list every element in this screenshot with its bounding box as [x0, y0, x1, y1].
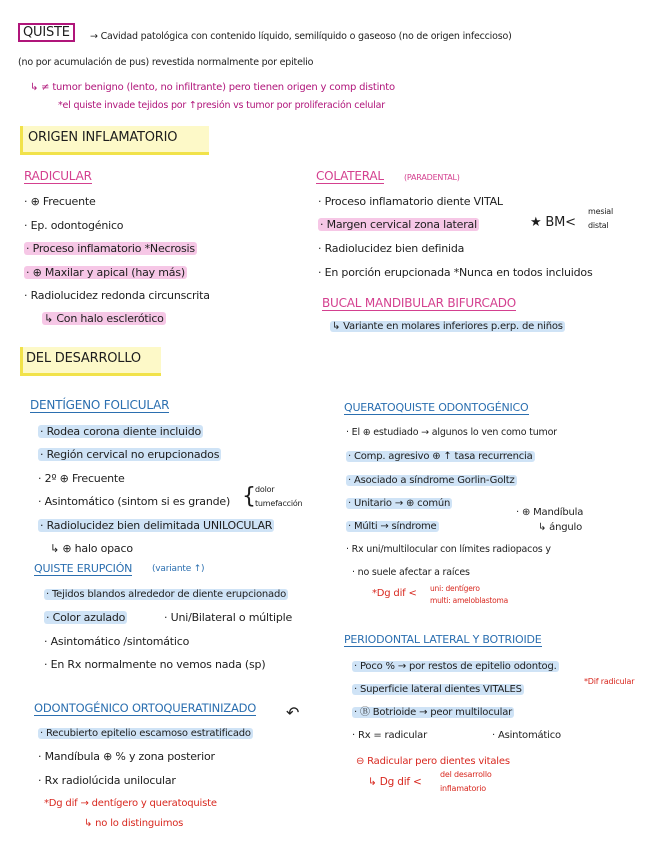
ortoq-item-text: · Recubierto epitelio escamoso estratificado: [40, 728, 251, 739]
querato-angulo: ↳ ángulo: [538, 522, 583, 533]
dentigeno-item-text: · Rodea corona diente incluido: [40, 425, 202, 438]
periodontal-item-text: · Poco % → por restos de epitelio odontog.: [354, 661, 557, 672]
querato-item-text: · Comp. agresivo ⊕ ↑ tasa recurrencia: [348, 451, 533, 462]
querato-item: · Rx uni/multilocular con límites radiopacos y: [346, 544, 551, 555]
radicular-item: · ⊕ Frecuente: [24, 195, 96, 208]
querato-item: [346, 521, 439, 532]
radicular-title: RADICULAR: [24, 169, 92, 183]
brace-bottom: tumefacción: [255, 499, 303, 508]
querato-title: QUERATOQUISTE ODONTOGÉNICO: [344, 401, 529, 414]
quiste-title: [18, 26, 75, 40]
dentigeno-item-text: · Radiolucidez bien delimitada UNILOCULAR: [40, 519, 273, 532]
querato-item: [346, 475, 517, 486]
dentigeno-item-text: · Región cervical no erupcionados: [40, 448, 220, 461]
radicular-item: [24, 267, 187, 279]
radicular-item: · Radiolucidez redonda circunscrita: [24, 289, 210, 302]
querato-item: · El ⊕ estudiado → algunos lo ven como tumor: [346, 427, 557, 438]
colateral-subtitle: (PARADENTAL): [404, 173, 460, 182]
dentigeno-title: DENTÍGENO FOLICULAR: [30, 398, 170, 412]
bm-label: ★ BM<: [530, 215, 576, 230]
colateral-item: · Proceso inflamatorio diente VITAL: [318, 195, 503, 208]
periodontal-item-text: · Ⓑ Botrioide → peor multilocular: [354, 707, 513, 718]
periodontal-title: PERIODONTAL LATERAL Y BOTRIOIDE: [344, 633, 542, 646]
periodontal-dg-top: del desarrollo: [440, 770, 492, 779]
erupcion-item: · Uni/Bilateral o múltiple: [164, 611, 293, 624]
dentigeno-brace: {: [242, 484, 256, 509]
periodontal-item: [352, 684, 524, 695]
radicular-item-text: ↳ Con halo esclerótico: [44, 312, 164, 325]
dentigeno-item: [38, 520, 274, 532]
colateral-item-text: · Margen cervical zona lateral: [320, 218, 477, 231]
radicular-item: [42, 313, 166, 325]
erupcion-subtitle: (variante ↑): [152, 564, 205, 574]
quiste-def-line1: → Cavidad patológica con contenido líquido, semilíquido o gaseoso (no de origen infeccioso): [90, 31, 512, 42]
erupcion-item: · En Rx normalmente no vemos nada (sp): [44, 658, 266, 671]
bucal-item: [330, 321, 565, 332]
querato-item-text: · Múlti → síndrome: [348, 521, 437, 532]
radicular-item: [24, 243, 197, 255]
colateral-title: COLATERAL: [316, 169, 384, 183]
radicular-item: · Ep. odontogénico: [24, 219, 124, 232]
ortoq-dg: *Dg dif → dentígero y queratoquiste: [44, 798, 217, 809]
querato-mand: · ⊕ Mandíbula: [516, 507, 584, 518]
radicular-item-text: · Proceso inflamatorio *Necrosis: [26, 242, 195, 255]
dentigeno-item: ↳ ⊕ halo opaco: [50, 542, 133, 555]
querato-item-text: · Asociado a síndrome Gorlin-Goltz: [348, 475, 515, 486]
querato-dg-bottom: multi: ameloblastoma: [430, 596, 509, 605]
periodontal-dg-bottom: inflamatorio: [440, 784, 486, 793]
brace-top: dolor: [255, 485, 275, 494]
ortoq-item: · Rx radiolúcida unilocular: [38, 774, 176, 787]
bucal-item-text: ↳ Variante en molares inferiores p.erp. de niños: [332, 321, 563, 332]
erupcion-title: QUISTE ERUPCIÓN: [34, 562, 133, 575]
quiste-title-text: QUISTE: [18, 23, 75, 42]
ortoq-arrow-icon: ↶: [286, 703, 300, 722]
ortoq-item: [38, 728, 253, 739]
colateral-item: [318, 219, 479, 231]
querato-item: · no suele afectar a raíces: [352, 567, 470, 578]
colateral-item: · Radiolucidez bien definida: [318, 242, 465, 255]
bm-bottom: distal: [588, 221, 609, 230]
periodontal-dif: *Dif radicular: [584, 677, 635, 686]
querato-dg-top: uni: dentígero: [430, 584, 480, 593]
dentigeno-item: [38, 449, 221, 461]
ortoq-dg2: ↳ no lo distinguimos: [84, 818, 184, 829]
origen-title: ORIGEN INFLAMATORIO: [28, 130, 178, 145]
dentigeno-item: · 2º ⊕ Frecuente: [38, 472, 125, 485]
dentigeno-item: [38, 426, 203, 438]
periodontal-item-text: · Superficie lateral dientes VITALES: [354, 684, 522, 695]
colateral-item: [318, 267, 593, 279]
periodontal-item: [352, 661, 559, 672]
ortoq-item: · Mandíbula ⊕ % y zona posterior: [38, 750, 215, 763]
radicular-item-text: · ⊕ Maxilar y apical (hay más): [26, 266, 185, 279]
quiste-def-line2: (no por acumulación de pus) revestida normalmente por epitelio: [18, 57, 314, 68]
erupcion-item-text: · Color azulado: [46, 611, 126, 624]
dentigeno-item: · Asintomático (sintom si es grande): [38, 495, 231, 508]
querato-item: [346, 498, 452, 509]
periodontal-item: · Asintomático: [492, 730, 561, 741]
querato-dg: *Dg dif <: [372, 588, 417, 599]
periodontal-item: [352, 707, 514, 718]
periodontal-radic: ⊖ Radicular pero dientes vitales: [356, 756, 510, 767]
erupcion-item: [44, 589, 288, 600]
bucal-title: BUCAL MANDIBULAR BIFURCADO: [322, 296, 517, 310]
querato-item-text: · Unitario → ⊕ común: [348, 498, 451, 509]
periodontal-item: · Rx = radicular: [352, 730, 427, 741]
periodontal-dg: ↳ Dg dif <: [368, 776, 422, 788]
desarrollo-title: DEL DESARROLLO: [26, 351, 141, 366]
querato-item: [346, 451, 535, 462]
erupcion-item: · Asintomático /sintomático: [44, 635, 190, 648]
bm-top: mesial: [588, 207, 614, 216]
quiste-def-line3: ↳ ≠ tumor benigno (lento, no infiltrante) pero tienen origen y comp distinto: [30, 82, 395, 93]
colateral-item-text: · En porción erupcionada *Nunca en todos incluidos: [318, 266, 593, 279]
ortoq-title: ODONTOGÉNICO ORTOQUERATINIZADO: [34, 701, 257, 715]
quiste-def-line4: *el quiste invade tejidos por ↑presión vs tumor por proliferación celular: [58, 100, 385, 111]
erupcion-item: [44, 612, 127, 624]
erupcion-item-text: · Tejidos blandos alrededor de diente erupcionado: [46, 589, 287, 600]
